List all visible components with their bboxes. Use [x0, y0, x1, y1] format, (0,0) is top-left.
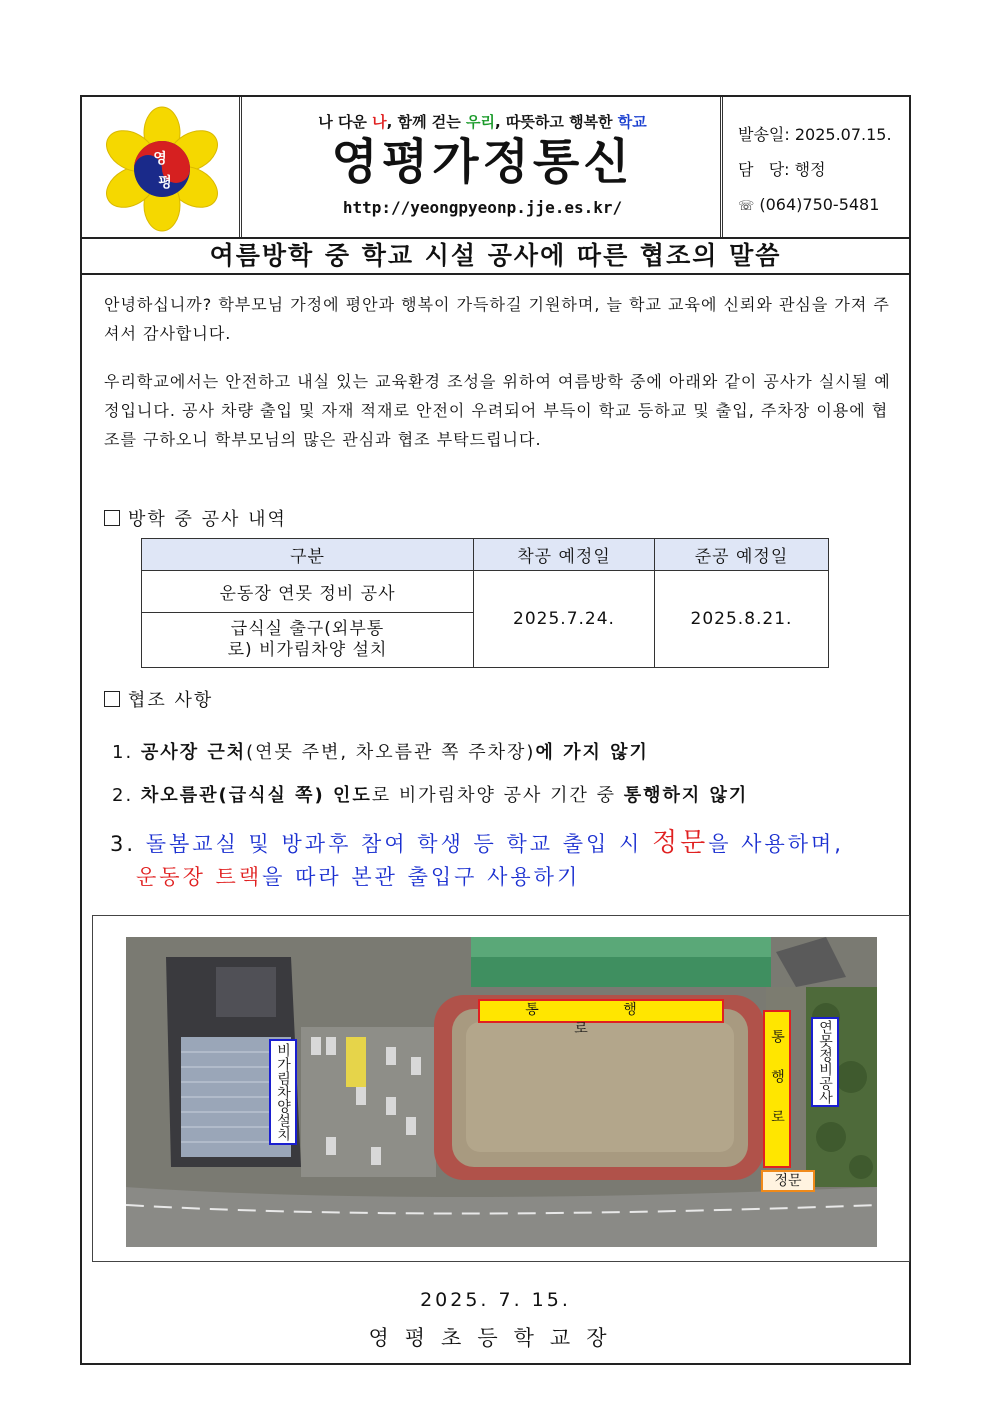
map-container — [92, 915, 910, 1262]
school-logo-icon — [82, 97, 242, 237]
item-number: 3. — [110, 832, 137, 856]
phone-row — [738, 187, 909, 224]
item-emphasis: 차오름관(급식실 쪽) 인도 — [140, 785, 372, 806]
aerial-map-image — [126, 937, 877, 1247]
item-number: 2. — [112, 785, 134, 806]
item-emphasis-gate: 정문 — [651, 828, 709, 858]
item-emphasis-track: 운동장 트랙 — [136, 865, 263, 889]
item-emphasis: 공사장 근처 — [140, 742, 247, 763]
checkbox-square-icon — [104, 691, 120, 707]
phone-icon: ☏ — [738, 199, 755, 214]
section-label: 방학 중 공사 내역 — [128, 509, 287, 530]
item-number: 1. — [112, 742, 134, 763]
item-text: 을 사용하며, — [708, 832, 844, 856]
logo-text-top: 영 — [153, 151, 167, 167]
logo-text-bottom: 평 — [158, 175, 172, 191]
phone-number: (064)750-5481 — [759, 195, 880, 214]
section-heading-cooperation — [104, 686, 213, 712]
table-cell: 급식실 출구(외부통로) 비가림차양 설치 — [142, 613, 474, 668]
item-emphasis: 통행하지 않기 — [623, 785, 749, 806]
slogan-part: , 함께 걷는 — [386, 113, 466, 131]
send-date: 발송일: 2025.07.15. — [738, 125, 892, 144]
table-cell: 운동장 연못 정비 공사 — [142, 571, 474, 613]
map-label-pond: 연못정비공사 — [811, 1017, 839, 1107]
map-label-passage-side: 통행로 — [763, 1010, 791, 1168]
intro-paragraph-1: 안녕하십니까? 학부모님 가정에 평안과 행복이 가득하길 기원하며, 늘 학교 교육에 신뢰와 관심을 가져 주셔서 감사합니다. — [104, 295, 890, 343]
table-header-cell: 착공 예정일 — [474, 539, 655, 571]
section-label: 협조 사항 — [128, 690, 214, 711]
map-label-gate: 정문 — [761, 1170, 815, 1192]
title-cell — [245, 97, 723, 237]
info-cell — [726, 97, 909, 237]
intro-paragraph-2: 우리학교에서는 안전하고 내실 있는 교육환경 조성을 위하여 여름방학 중에 아래와 같이 공사가 실시될 예정입니다. 공사 차량 출입 및 자재 적재로 안전이 우려되어 부득이 학교 등하교 및 출입, 주차장 이용에 협조를 구하오니 학부모님의 많은 관심과 협조 부탁드립니다. — [104, 372, 891, 449]
manager: 담 당: 행정 — [738, 160, 826, 179]
slogan-highlight-uri: 우리 — [465, 113, 495, 131]
slogan — [245, 111, 720, 132]
principal-signature: 영평초등학교장 — [368, 1326, 623, 1350]
item-emphasis: 에 가지 않기 — [535, 742, 649, 763]
slogan-highlight-school: 학교 — [617, 113, 647, 131]
item-text: 돌봄교실 및 방과후 참여 학생 등 학교 출입 시 — [145, 832, 652, 856]
slogan-highlight-na: 나 — [372, 113, 387, 131]
subject-title: 여름방학 중 학교 시설 공사에 따른 협조의 말씀 — [82, 239, 909, 275]
slogan-part: 나 다운 — [318, 113, 373, 131]
table-header-row — [142, 539, 829, 571]
newsletter-title: 영평가정통신 — [331, 134, 634, 190]
coop-item-3 — [110, 827, 844, 894]
table-row — [142, 571, 829, 613]
section-heading-construction — [104, 505, 287, 531]
header — [82, 97, 909, 239]
coop-item-2 — [112, 781, 748, 807]
map-label-canopy: 비가림차양설치 — [269, 1039, 297, 1145]
footer-date: 2025. 7. 15. — [420, 1289, 571, 1311]
table-cell-end-date: 2025.8.21. — [655, 571, 829, 668]
newsletter-frame — [80, 95, 911, 1365]
table-header-cell: 구분 — [142, 539, 474, 571]
table-cell-start-date: 2025.7.24. — [474, 571, 655, 668]
checkbox-square-icon — [104, 510, 120, 526]
item-text: (연못 주변, 차오름관 쪽 주차장) — [246, 742, 536, 763]
item-text: 을 따라 본관 출입구 사용하기 — [262, 865, 581, 889]
school-url-link[interactable]: http://yeongpyeonp.jje.es.kr/ — [342, 198, 623, 217]
coop-item-1 — [112, 738, 649, 764]
map-label-passage-top: 통 행 로 — [478, 999, 724, 1023]
item-text: 로 비가림차양 공사 기간 중 — [371, 785, 624, 806]
slogan-part: , 따뜻하고 행복한 — [494, 113, 618, 131]
construction-table — [141, 538, 829, 668]
logo-cell — [82, 97, 242, 237]
table-header-cell: 준공 예정일 — [655, 539, 829, 571]
